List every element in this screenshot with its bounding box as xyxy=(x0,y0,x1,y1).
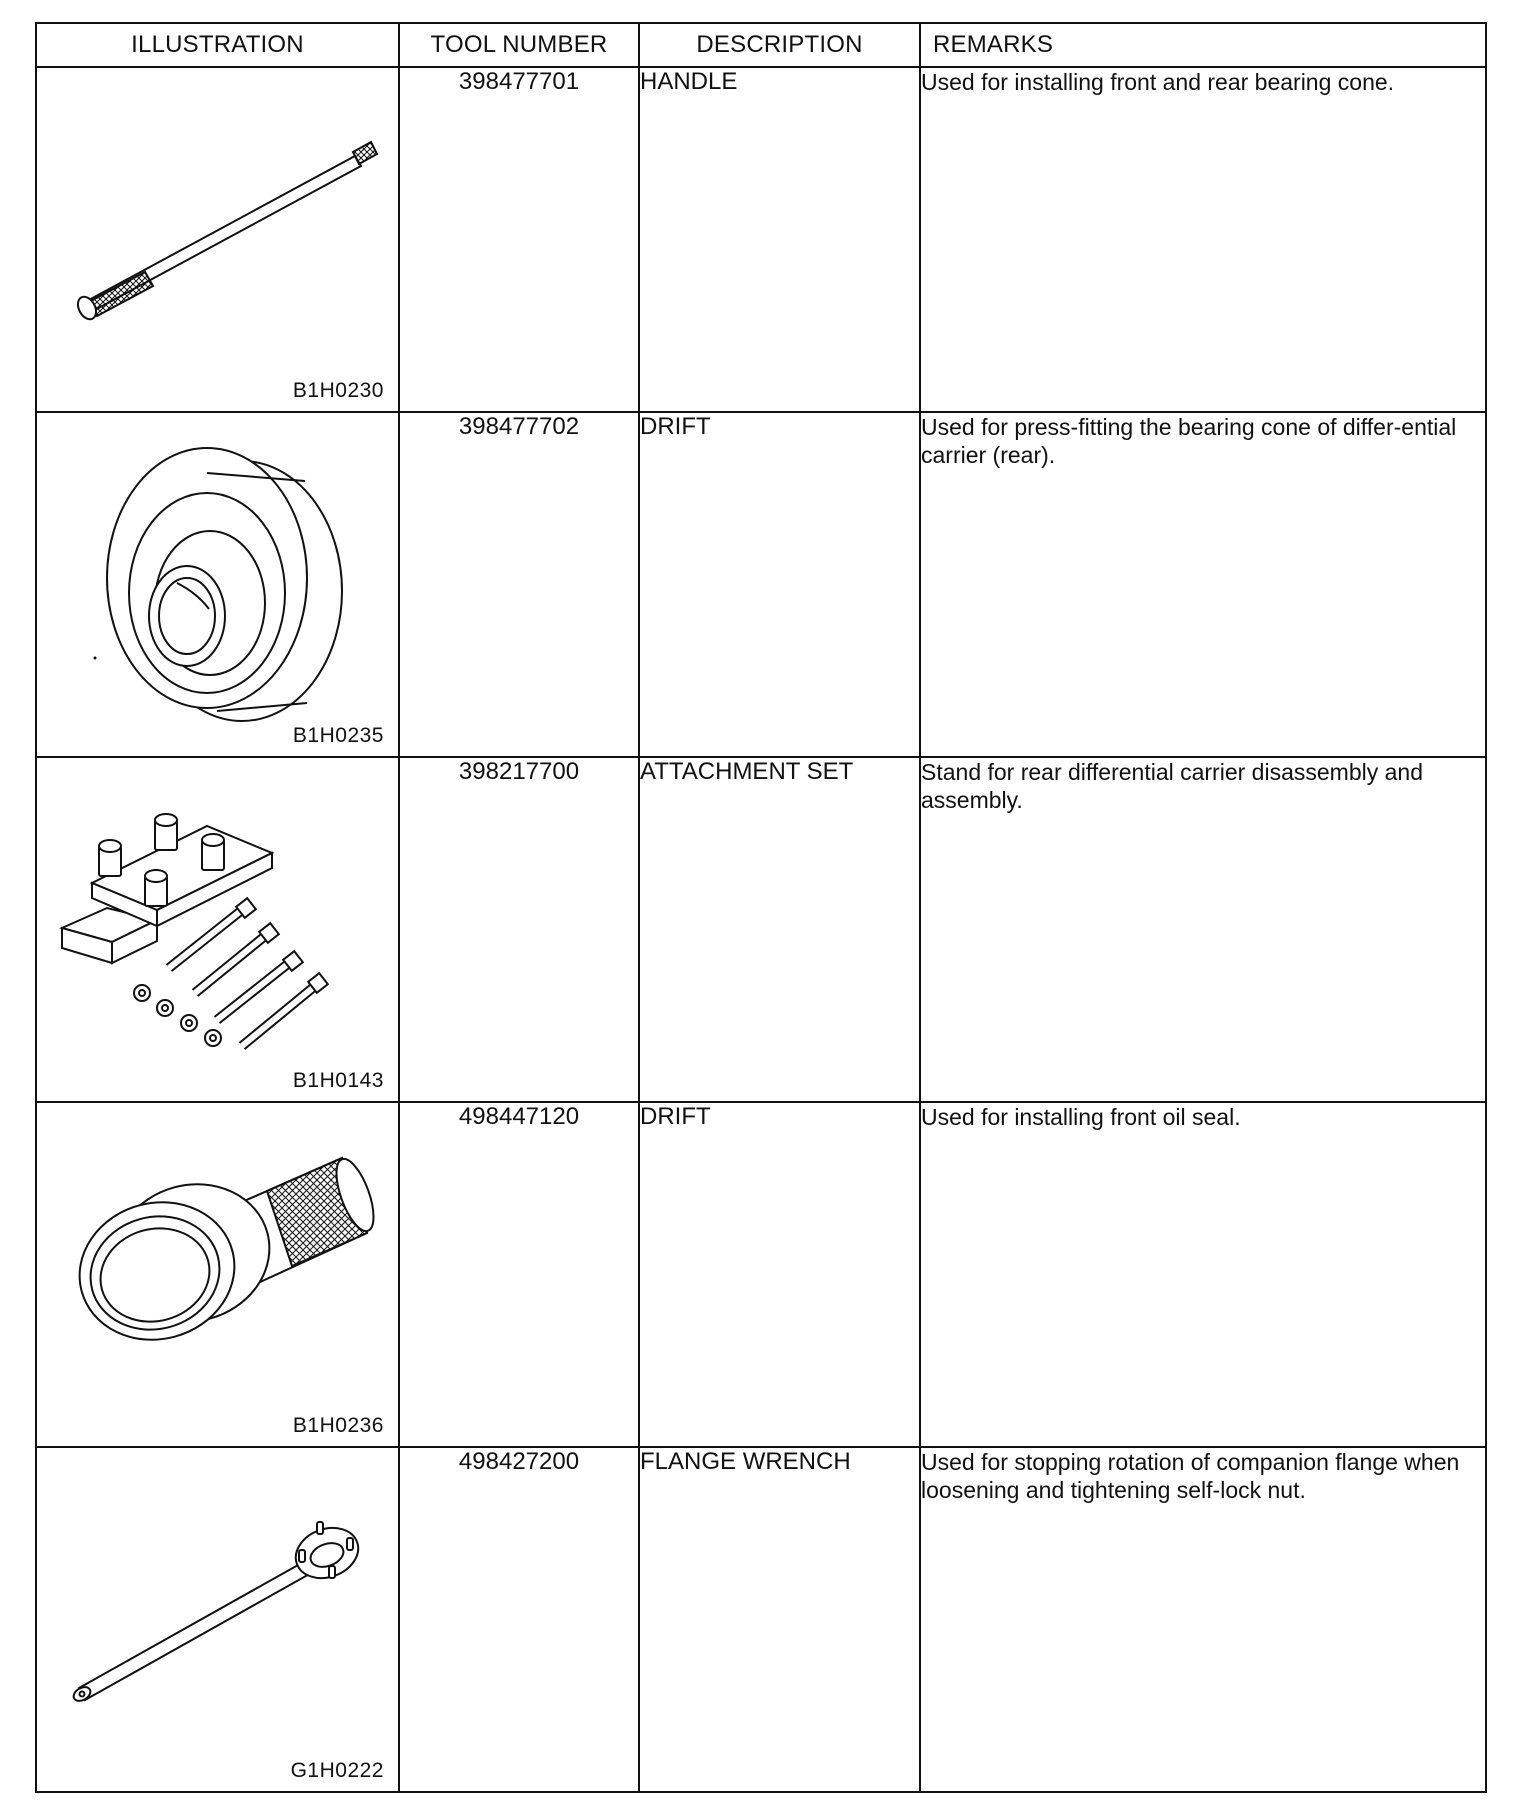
table-row xyxy=(36,757,1486,1102)
flange-wrench-icon xyxy=(37,1448,398,1791)
illustration-cell xyxy=(36,67,399,412)
table-row xyxy=(36,67,1486,412)
attachment-set-icon xyxy=(37,758,398,1101)
header-remarks: REMARKS xyxy=(920,23,1486,67)
table-row xyxy=(36,1102,1486,1447)
illustration-code: B1H0143 xyxy=(292,1069,384,1092)
illustration-code: B1H0230 xyxy=(292,379,384,402)
tool-number: 398477701 xyxy=(399,67,639,412)
tool-number: 498427200 xyxy=(399,1447,639,1792)
header-illustration: ILLUSTRATION xyxy=(36,23,399,67)
tool-remarks: Used for installing front oil seal. xyxy=(920,1102,1486,1447)
tool-description: DRIFT xyxy=(639,412,920,757)
header-tool-number: TOOL NUMBER xyxy=(399,23,639,67)
drift-tool-icon xyxy=(37,1103,398,1446)
tool-description: HANDLE xyxy=(639,67,920,412)
tool-number: 498447120 xyxy=(399,1102,639,1447)
illustration-cell xyxy=(36,1447,399,1792)
drift-ring-icon xyxy=(37,413,398,756)
table-row xyxy=(36,412,1486,757)
header-description: DESCRIPTION xyxy=(639,23,920,67)
table-row xyxy=(36,1447,1486,1792)
illustration-code: B1H0236 xyxy=(292,1414,384,1437)
illustration-code: B1H0235 xyxy=(292,724,384,747)
illustration-cell xyxy=(36,1102,399,1447)
tool-number: 398477702 xyxy=(399,412,639,757)
illustration-cell xyxy=(36,412,399,757)
tool-remarks: Stand for rear differential carrier disassembly and assembly. xyxy=(920,757,1486,1102)
tool-remarks: Used for installing front and rear bearing cone. xyxy=(920,67,1486,412)
special-tools-table xyxy=(35,22,1487,1793)
illustration-code: G1H0222 xyxy=(290,1759,384,1782)
tool-description: DRIFT xyxy=(639,1102,920,1447)
tool-description: FLANGE WRENCH xyxy=(639,1447,920,1792)
tool-number: 398217700 xyxy=(399,757,639,1102)
tool-remarks: Used for press-fitting the bearing cone of differ-ential carrier (rear). xyxy=(920,412,1486,757)
tool-remarks: Used for stopping rotation of companion flange when loosening and tightening self-lock nut. xyxy=(920,1447,1486,1792)
tool-description: ATTACHMENT SET xyxy=(639,757,920,1102)
table-header-row xyxy=(36,23,1486,67)
illustration-cell xyxy=(36,757,399,1102)
handle-tool-icon xyxy=(37,68,398,411)
